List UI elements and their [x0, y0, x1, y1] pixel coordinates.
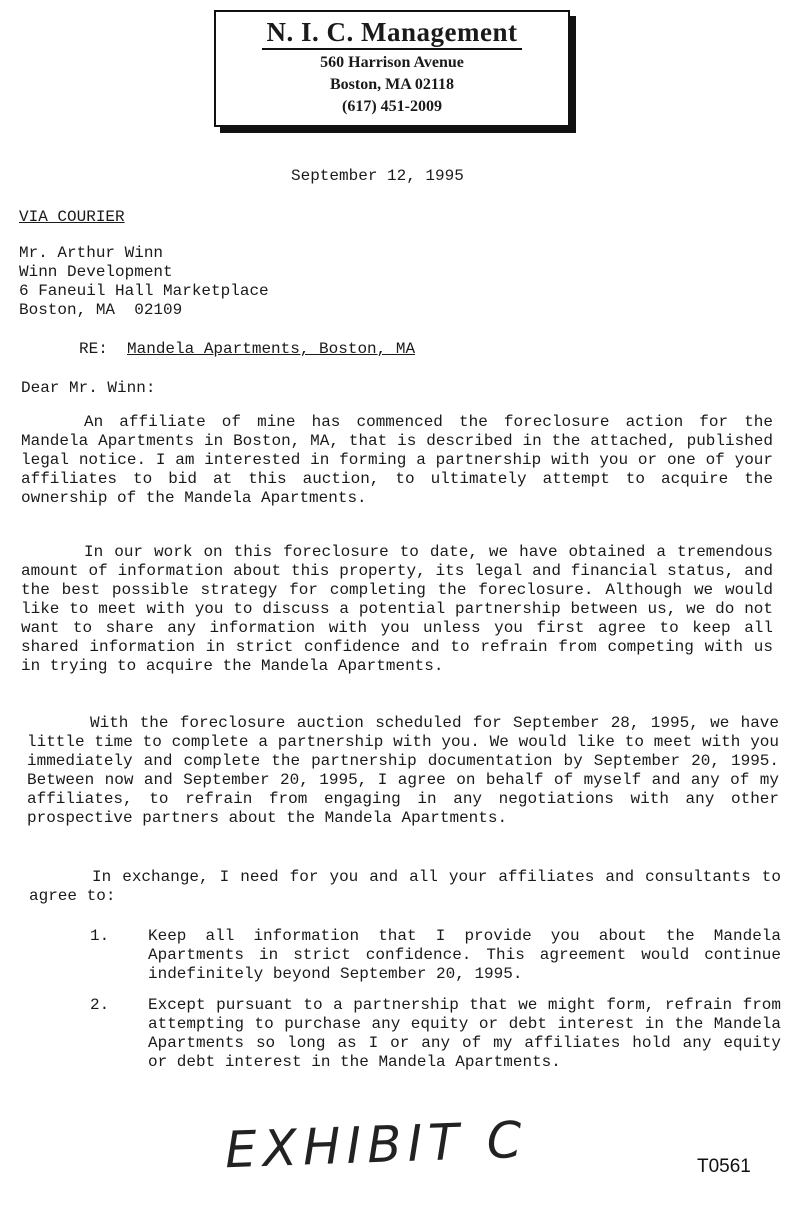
letterhead-box [214, 10, 570, 127]
letter-date: September 12, 1995 [291, 167, 464, 185]
body-paragraph: With the foreclosure auction scheduled for September 28, 1995, we have little time to complete a partnership with you. We would like to meet with you immediately and complete the partnership documentation by September 20, 1995. Between now and September 20, 1995, I agree on behalf of myself and any of my affiliates, to refrain from engaging in any negotiations with any other prospective partners about the Mandela Apartments. [27, 714, 779, 827]
reference-line [79, 340, 415, 359]
recipient-company: Winn Development [19, 263, 173, 281]
list-item-number: 2. [90, 996, 110, 1014]
company-phone: (617) 451-2009 [342, 98, 442, 115]
body-paragraph: In exchange, I need for you and all your affiliates and consultants to agree to: [29, 868, 781, 905]
list-item-text: Keep all information that I provide you about the Mandela Apartments in strict confidence. This agreement would continue indefinitely beyond September 20, 1995. [148, 927, 781, 983]
recipient-name: Mr. Arthur Winn [19, 244, 164, 262]
list-item-text: Except pursuant to a partnership that we might form, refrain from attempting to purchase any equity or debt interest in the Mandela Apartments so long as I or any of my affiliates hold any equity or debt interest in the Mandela Apartments. [148, 996, 781, 1071]
delivery-method: VIA COURIER [19, 208, 125, 226]
body-paragraph: An affiliate of mine has commenced the foreclosure action for the Mandela Apartments in Boston, MA, that is described in the attached, published legal notice. I am interested in forming a partnership with you or one of your affiliates to bid at this auction, to ultimately attempt to acquire the ownership of the Mandela Apartments. [21, 413, 773, 507]
company-street: 560 Harrison Avenue [320, 54, 464, 71]
letterhead-rule [262, 48, 522, 50]
recipient-city: Boston, MA 02109 [19, 301, 183, 319]
company-city: Boston, MA 02118 [329, 76, 454, 93]
recipient-street: 6 Faneuil Hall Marketplace [19, 282, 269, 300]
document-id: T0561 [697, 1156, 751, 1177]
re-subject: Mandela Apartments, Boston, MA [127, 340, 416, 358]
salutation: Dear Mr. Winn: [21, 379, 156, 397]
re-label: RE: [79, 340, 108, 358]
recipient-address [19, 244, 269, 320]
body-paragraph: In our work on this foreclosure to date, we have obtained a tremendous amount of information about this property, its legal and financial status, and the best possible strategy for completing the foreclosure. Although we would like to meet with you to discuss a potential partnership between us, we do not want to share any information with you unless you first agree to keep all shared information in strict confidence and to refrain from competing with us in trying to acquire the Mandela Apartments. [21, 543, 773, 675]
handwritten-exhibit-mark: EXHIBIT C [224, 1110, 529, 1180]
list-item-number: 1. [90, 927, 110, 945]
company-name: N. I. C. Management [266, 17, 518, 47]
